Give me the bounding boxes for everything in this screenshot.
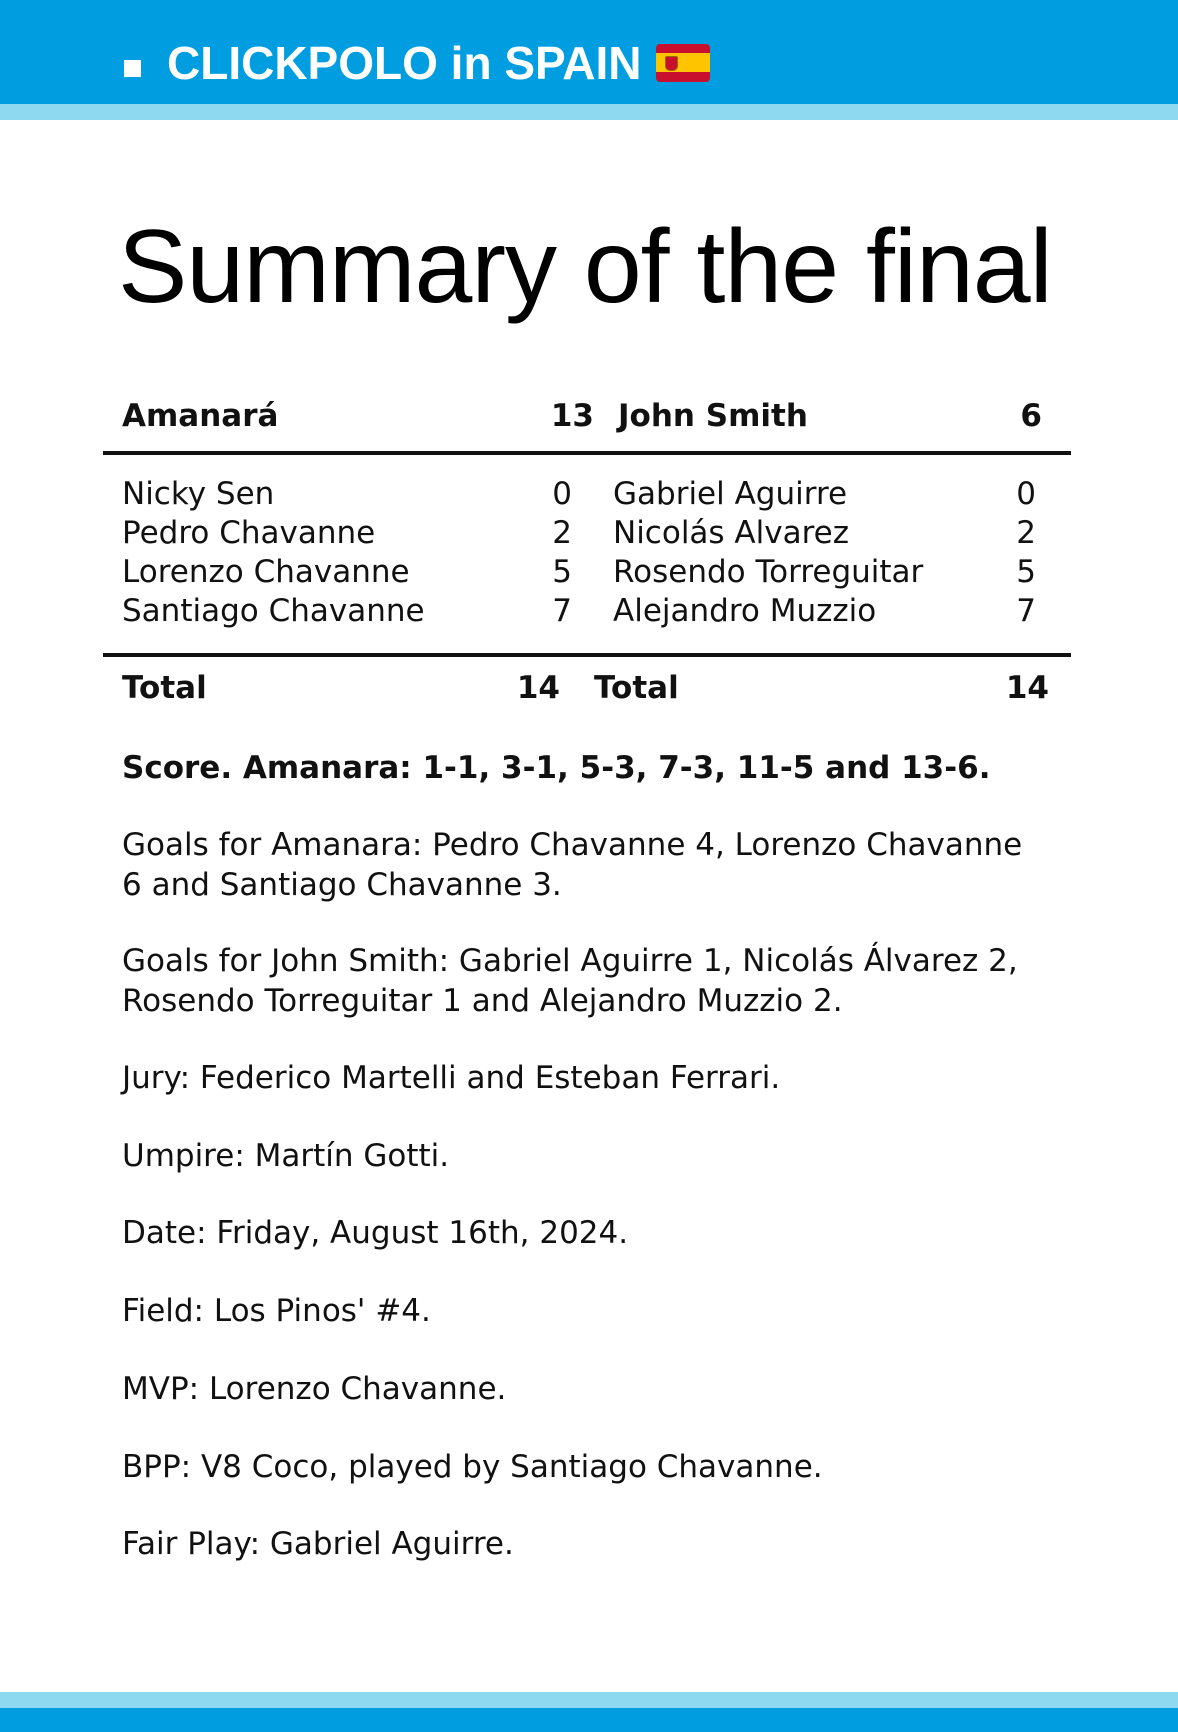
home-team-score: 13 (550, 398, 594, 434)
goals-amanara (122, 825, 1022, 905)
goals-amanara-line: Goals for Amanara: Pedro Chavanne 4, Lorenzo Chavanne (122, 827, 1023, 863)
away-player-value: 7 (1016, 593, 1036, 629)
bpp-line: BPP: V8 Coco, played by Santiago Chavanne. (122, 1449, 823, 1485)
home-player-name: Lorenzo Chavanne (122, 554, 410, 590)
square-bullet-icon (124, 60, 141, 77)
goals-john-smith-line: Rosendo Torreguitar 1 and Alejandro Muzzio 2. (122, 983, 843, 1019)
brand-title (167, 36, 710, 90)
home-total-label: Total (122, 670, 207, 706)
away-player-name: Alejandro Muzzio (613, 593, 877, 629)
away-player-value: 2 (1016, 515, 1036, 551)
away-total-value: 14 (1005, 670, 1049, 706)
table-total-rule (103, 653, 1071, 657)
home-player-name: Pedro Chavanne (122, 515, 376, 551)
home-player-value: 7 (552, 593, 572, 629)
header-stripe (0, 104, 1178, 120)
home-player-name: Santiago Chavanne (122, 593, 425, 629)
mvp-line: MVP: Lorenzo Chavanne. (122, 1371, 507, 1407)
jury-line: Jury: Federico Martelli and Esteban Ferrari. (122, 1060, 781, 1096)
away-player-value: 5 (1016, 554, 1036, 590)
away-player-name: Rosendo Torreguitar (613, 554, 924, 590)
home-player-name: Nicky Sen (122, 476, 275, 512)
brand-text: CLICKPOLO in SPAIN (167, 37, 642, 89)
footer-bar (0, 1708, 1178, 1732)
home-player-value: 5 (552, 554, 572, 590)
field-line: Field: Los Pinos' #4. (122, 1293, 431, 1329)
away-team-name: John Smith (618, 398, 808, 434)
spain-flag-icon (656, 44, 710, 82)
umpire-line: Umpire: Martín Gotti. (122, 1138, 450, 1174)
home-player-value: 2 (552, 515, 572, 551)
fair-play-line: Fair Play: Gabriel Aguirre. (122, 1526, 514, 1562)
home-total-value: 14 (516, 670, 560, 706)
away-total-label: Total (594, 670, 679, 706)
away-player-value: 0 (1016, 476, 1036, 512)
goals-john-smith-line: Goals for John Smith: Gabriel Aguirre 1, Nicolás Álvarez 2, (122, 943, 1018, 979)
home-team-name: Amanará (122, 398, 279, 434)
away-team-score: 6 (1020, 398, 1042, 434)
page-title: Summary of the final (118, 209, 1052, 325)
date-line: Date: Friday, August 16th, 2024. (122, 1215, 629, 1251)
goals-amanara-line: 6 and Santiago Chavanne 3. (122, 867, 562, 903)
score-line: Score. Amanara: 1-1, 3-1, 5-3, 7-3, 11-5 and 13-6. (122, 750, 991, 786)
footer-stripe (0, 1692, 1178, 1708)
goals-john-smith (122, 941, 1018, 1021)
home-player-value: 0 (552, 476, 572, 512)
away-player-name: Nicolás Alvarez (613, 515, 849, 551)
table-header-rule (103, 451, 1071, 455)
away-player-name: Gabriel Aguirre (613, 476, 848, 512)
